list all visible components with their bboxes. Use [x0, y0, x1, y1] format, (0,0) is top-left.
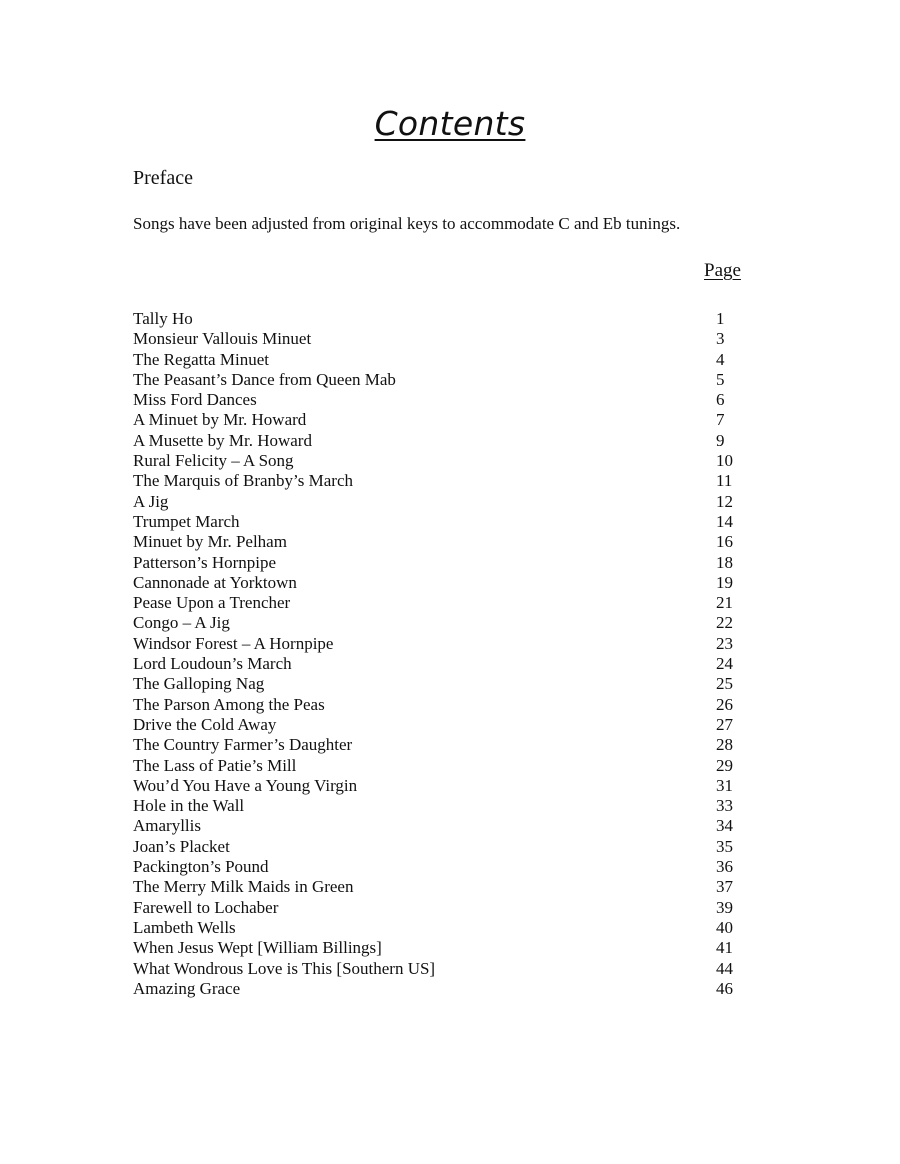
toc-entry-page: 7	[716, 410, 725, 430]
toc-entry-page: 25	[716, 674, 733, 694]
toc-entry[interactable]	[133, 837, 753, 857]
toc-entry-title: Monsieur Vallouis Minuet	[133, 329, 312, 349]
toc-entry-page: 40	[716, 917, 733, 937]
toc-entry-title: Packington’s Pound	[133, 857, 269, 877]
toc-entry[interactable]	[133, 370, 753, 390]
toc-entry-title: The Country Farmer’s Daughter	[133, 735, 353, 755]
toc-entry-page: 22	[716, 613, 733, 633]
preface-note: Songs have been adjusted from original keys to accommodate C and Eb tunings.	[133, 214, 681, 233]
toc-entry[interactable]	[133, 350, 753, 370]
toc-entry-title: Lambeth Wells	[133, 917, 236, 937]
toc-entry[interactable]	[133, 959, 753, 979]
toc-entry-title: Wou’d You Have a Young Virgin	[133, 775, 358, 795]
preface-heading: Preface	[133, 167, 193, 189]
toc-entry-page: 39	[716, 897, 733, 917]
toc-entry-page: 35	[716, 836, 733, 856]
toc-entry-page: 19	[716, 572, 733, 592]
toc-entry-title: Rural Felicity – A Song	[133, 451, 294, 471]
toc-entry-title: Drive the Cold Away	[133, 714, 277, 734]
toc-entry[interactable]	[133, 674, 753, 694]
toc-entry-page: 5	[716, 369, 725, 389]
toc-entry-page: 37	[716, 877, 733, 897]
toc-entry-title: The Regatta Minuet	[133, 349, 269, 369]
toc-entry-page: 31	[716, 775, 733, 795]
toc-entry[interactable]	[133, 512, 753, 532]
toc-entry-title: Hole in the Wall	[133, 796, 245, 816]
page-column-header: Page	[704, 260, 741, 281]
toc-entry[interactable]	[133, 390, 753, 410]
toc-entry[interactable]	[133, 735, 753, 755]
toc-entry-title: The Peasant’s Dance from Queen Mab	[133, 369, 396, 389]
toc-entry-page: 33	[716, 796, 733, 816]
toc-entry[interactable]	[133, 857, 753, 877]
toc-entry-title: Windsor Forest – A Hornpipe	[133, 633, 334, 653]
toc-entry-page: 4	[716, 349, 725, 369]
toc-entry-page: 18	[716, 552, 733, 572]
toc-entry[interactable]	[133, 329, 753, 349]
toc-entry-title: Farewell to Lochaber	[133, 897, 279, 917]
toc-entry[interactable]	[133, 796, 753, 816]
toc-entry-title: Amazing Grace	[133, 978, 241, 998]
toc-entry-page: 11	[716, 471, 733, 491]
toc-entry[interactable]	[133, 918, 753, 938]
toc-entry-page: 44	[716, 958, 733, 978]
toc-entry-title: Pease Upon a Trencher	[133, 593, 291, 613]
toc-entry[interactable]	[133, 695, 753, 715]
toc-entry[interactable]	[133, 451, 753, 471]
toc-entry[interactable]	[133, 613, 753, 633]
toc-entry-title: What Wondrous Love is This [Southern US]	[133, 958, 436, 978]
toc-entry-page: 9	[716, 430, 725, 450]
toc-entry[interactable]	[133, 979, 753, 999]
toc-entry-title: Amaryllis	[133, 816, 201, 836]
toc-entry-page: 23	[716, 633, 733, 653]
toc-entry[interactable]	[133, 431, 753, 451]
toc-entry-title: Joan’s Placket	[133, 836, 230, 856]
toc-entry-page: 3	[716, 329, 725, 349]
toc-entry[interactable]	[133, 410, 753, 430]
toc-entry-title: A Jig	[133, 491, 169, 511]
toc-entry-title: A Musette by Mr. Howard	[133, 430, 312, 450]
toc-entry-page: 12	[716, 491, 733, 511]
toc-entry[interactable]	[133, 816, 753, 836]
toc-entry[interactable]	[133, 756, 753, 776]
toc-entry-page: 28	[716, 735, 733, 755]
toc-entry-page: 26	[716, 694, 733, 714]
toc-entry-title: Minuet by Mr. Pelham	[133, 532, 287, 552]
toc-entry-title: The Merry Milk Maids in Green	[133, 877, 354, 897]
toc-entry-title: Congo – A Jig	[133, 613, 230, 633]
toc-entry-page: 24	[716, 654, 733, 674]
page-title: Contents	[374, 104, 526, 143]
toc-entry-title: Cannonade at Yorktown	[133, 572, 297, 592]
toc-entry[interactable]	[133, 654, 753, 674]
toc-entry-title: Tally Ho	[133, 309, 193, 328]
toc-entry-page: 29	[716, 755, 733, 775]
toc-entry-title: Miss Ford Dances	[133, 390, 257, 410]
toc-entry[interactable]	[133, 898, 753, 918]
toc-entry-page: 36	[716, 857, 733, 877]
toc-entry-page: 1	[716, 309, 725, 328]
toc-entry-page: 16	[716, 532, 733, 552]
toc-entry-page: 6	[716, 390, 725, 410]
toc-entry[interactable]	[133, 877, 753, 897]
toc-entry-title: Lord Loudoun’s March	[133, 654, 292, 674]
toc-entry[interactable]	[133, 532, 753, 552]
toc-entry[interactable]	[133, 776, 753, 796]
toc-entry-page: 27	[716, 714, 733, 734]
toc-entry[interactable]	[133, 471, 753, 491]
toc-entry-title: Trumpet March	[133, 511, 240, 531]
toc-entry[interactable]	[133, 593, 753, 613]
toc-entry[interactable]	[133, 938, 753, 958]
toc-entry-page: 41	[716, 938, 733, 958]
table-of-contents	[133, 309, 753, 999]
toc-entry-title: The Marquis of Branby’s March	[133, 471, 354, 491]
toc-entry-page: 14	[716, 511, 733, 531]
toc-entry[interactable]	[133, 715, 753, 735]
toc-entry-title: When Jesus Wept [William Billings]	[133, 938, 382, 958]
toc-entry-title: The Lass of Patie’s Mill	[133, 755, 297, 775]
toc-entry[interactable]	[133, 309, 753, 329]
toc-entry[interactable]	[133, 634, 753, 654]
toc-entry[interactable]	[133, 492, 753, 512]
toc-entry-page: 46	[716, 978, 733, 998]
toc-entry-page: 34	[716, 816, 733, 836]
toc-entry-title: The Parson Among the Peas	[133, 694, 325, 714]
toc-entry-page: 10	[716, 451, 733, 471]
toc-entry-title: The Galloping Nag	[133, 674, 265, 694]
toc-entry-page: 21	[716, 593, 733, 613]
toc-entry[interactable]	[133, 573, 753, 593]
toc-entry[interactable]	[133, 553, 753, 573]
toc-entry-title: A Minuet by Mr. Howard	[133, 410, 307, 430]
toc-entry-title: Patterson’s Hornpipe	[133, 552, 277, 572]
